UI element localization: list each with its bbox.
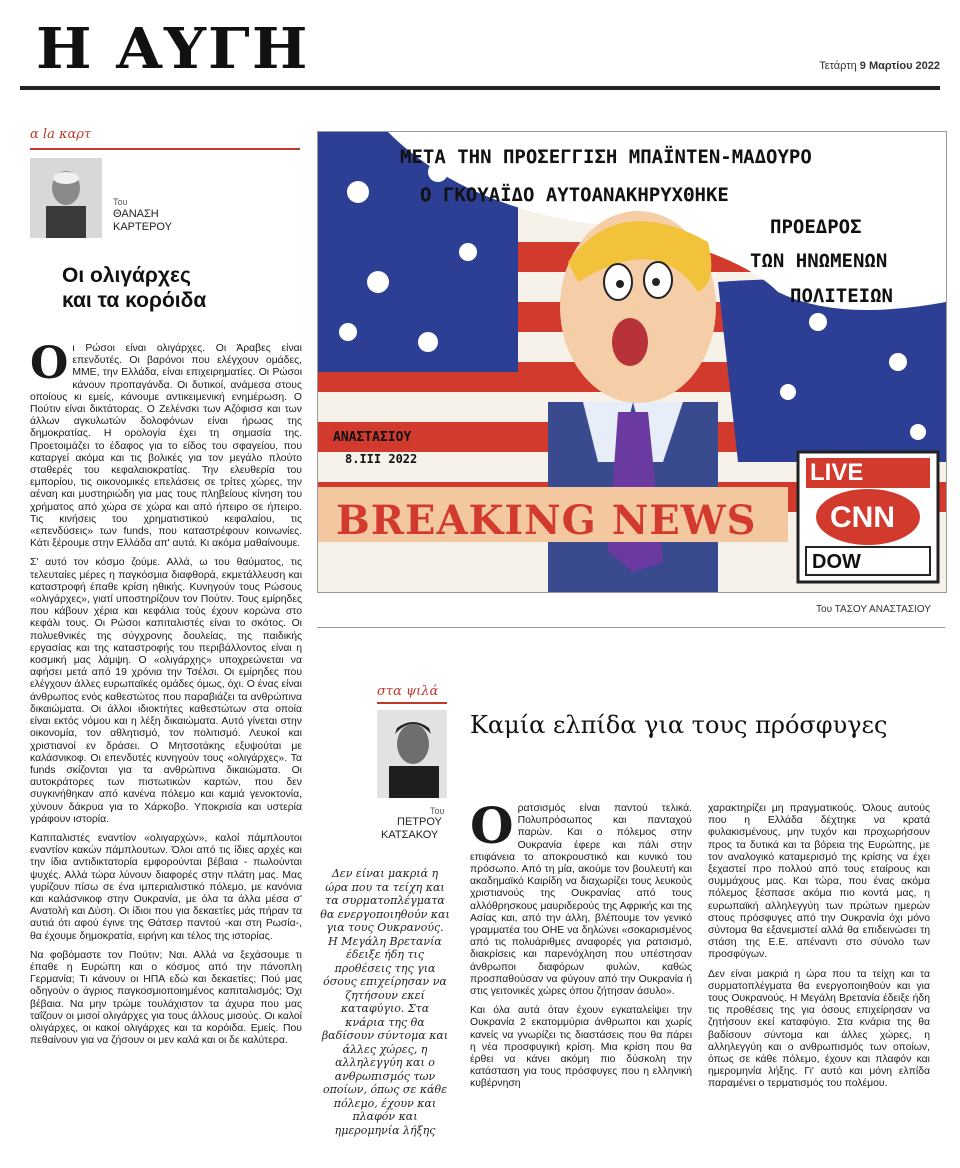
cartoonist-signature: ΑΝΑΣΤΑΣΙΟΥ	[333, 430, 412, 445]
section-tag-sta-psila: στα ψιλά	[377, 684, 439, 699]
section-tag-a-la-carte: α la καρτ	[30, 127, 92, 142]
author-name-line2: ΚΑΡΤΕΡΟΥ	[113, 221, 172, 233]
paragraph: Δεν είναι μακριά η ώρα που τα τείχη και τα συρματοπλέγματα θα ενεργοποιηθούν και για τους Ουκρανούς. Η Μεγάλη Βρετανία έδειξε ήδη τις προθέσεις της για όσους επιχείρησαν να ζητήσουν εκεί καταφύγιο. Στα κνάρια της θα βαδίσουν σύντομα και άλλες χώρες, η αλληλεγγύη και ο ανθρωπισμός των οποίων, όπως σε κάθε πόλεμο, έχουν και πλαφόν και ημερομηνία λήξης. Γι' αυτό και μόνη ελπίδα παραμένει ο τερματισμός του πολέμου.	[708, 968, 930, 1090]
dropcap: Ο	[30, 343, 69, 389]
paragraph: Και όλα αυτά όταν έχουν εγκαταλείψει την Ουκρανία 2 εκατομμύρια άνθρωποι και χωρίς κανείς να γνωρίζει τις διαστάσεις που θα πάρει η νέα προσφυγική κρίση. Μια κρίση που θα έρθει να κάνει ακόμη πιο δύσκολη την κατάσταση για τους πρόσφυγες που η ελληνική κυβέρνηση	[470, 1005, 692, 1090]
credit-name: ΤΑΣΟΥ ΑΝΑΣΤΑΣΙΟΥ	[834, 604, 931, 615]
divider	[317, 627, 945, 628]
cartoon-speech-line4: ΤΩΝ ΗΝΩΜΕΝΩΝ	[750, 250, 888, 272]
headline-refugees: Καμία ελπίδα για τους πρόσφυγες	[470, 711, 888, 739]
paragraph: Σ' αυτό τον κόσμο ζούμε. Αλλά, ω του θαύματος, τις τελευταίες μέρες η παγκόσμια διαφθορά, εκμετάλλευση και καταστροφή έπαθε κρίση ηθικής. Κυνηγούν τους Ρώσους «ολιγάρχες», γιατί υποστηρίζουν τον Πούτιν. Τους εμίρηδες που κάβουν χέρια και κεφάλια τούς έχουν κορώνα στο κεφάλι τους. Οι Ρώσοι καπιταλιστές είναι το σκότος. Οι πολυεθνικές της σύγχρονης δουλείας, της παιδικής εργασίας και της καταστροφής του περιβάλλοντος είναι η κοσμική μας λάμψη. Ο «ολιγάρχης» υποχρεώνεται να αφήσει μετά από 19 χρόνια την Τσέλσι. Οι εμίρηδες που ελέγχουν άλλες ευρωπαϊκές ομάδες όμως, όχι. Ο ένας είναι άνθρωπος ενός καθεστώτος που παραβιάζει τα ανθρώπινα δικαιώματα. Οι άλλοι ιδιοκτήτες καθεστώτων στα οποία είναι εκτός νόμου και η λέξη δικαιώματα. Αυτό γίνεται στην οικονομία, τον αθλητισμό, τον πολιτισμό. Λευκοί και χριστιανοί εν δράσει. Ο Μητσοτάκης εξυψούται με καλάσνικοφ. Οι επενδυτές κυνηγούν τους «ολιγάρχες». Τα funds σκίζονται για τα ανθρώπινα δικαιώματα. Οι αυτοκράτορες των πιστωτικών καρτών, που δεν συγκινήθηκαν από κανένα πόλεμο και καμιά γενοκτονία, χύνουν δάκρυα για το Χάρκοβο. Υποκρισία και υστερία γράφουν ιστορία.	[30, 557, 302, 825]
cartoon-breaking-news: BREAKING NEWS	[336, 497, 757, 544]
cartoon-date: 8.III 2022	[345, 452, 418, 466]
dateline	[819, 60, 940, 72]
author-name-line1: ΠΕΤΡΟΥ	[397, 816, 442, 828]
byline-prefix: Του	[113, 197, 128, 207]
cartoon-speech-line3: ΠΡΟΕΔΡΟΣ	[770, 216, 862, 238]
masthead-title: Η ΑΥΓΗ	[36, 16, 310, 82]
section-divider	[377, 702, 447, 704]
headline-line2: και τα κορόιδα	[62, 289, 207, 312]
cartoon-speech-line1: ΜΕΤΑ ΤΗΝ ΠΡΟΣΕΓΓΙΣΗ ΜΠΑΪΝΤΕΝ-ΜΑΔΟΥΡΟ	[400, 146, 812, 168]
paragraph: Να φοβόμαστε τον Πούτιν; Ναι. Αλλά να ξεχάσουμε τι έπαθε η Ευρώπη και ο κόσμος από την πάνοπλη Γερμανία; Τι κάνουν οι ΗΠΑ εδώ και δεκαετίες; Πού μας οδηγούν ο άγριος παγκοσμιοποιημένος καπιταλισμός; Όχι βέβαια. Να μην τρώμε τουλάχιστον τα άχυρα που μας ταΐζουν οι μισοί ολιγάρχες για τους άλλους μισούς. Οι καλοί ολιγάρχες, οι κακοί ολιγάρχες και τα κορόιδα. Εμείς. Που πεθαίνουν για να ζήσουν οι μεν καλά και οι δε καλύτερα.	[30, 949, 302, 1047]
article-body-col-a	[470, 803, 692, 1161]
cartoon-credit	[816, 604, 931, 615]
date-weekday: Τετάρτη	[819, 60, 857, 72]
paragraph: ρατσισμός είναι παντού τελικά. Πολυπρόσωπος και πανταχού παρών. Και ο πόλεμος στην Ουκρανία έφερε και πάλι στην επιφάνεια το αποκρουστικό και κυνικό του πρόσωπο. Από τη μία, ακούμε τον βουλευτή και ακαδημαϊκό Καιρίδη να διαχωρίζει τους λευκούς χριστιανούς της Ουκρανίας από τους αλλόθρησκους μαυριδερούς της Αφρικής και της Ασίας και, από την άλλη, βλέπουμε τον γενικό γραμματέα του ΟΗΕ να δηλώνει «σοκαρισμένος από τις πολυάριθμες αναφορές για ρατσισμό, διακρίσεις και παρενόχληση που υπέστησαν άνθρωποι διαφόρων φυλών, καθώς προσπαθούσαν να φύγουν από την Ουκρανία ή στις γειτονικές χώρες όπου ζήτησαν άσυλο».	[470, 803, 692, 998]
article-body-oligarchs	[30, 343, 302, 1161]
masthead-rule	[20, 86, 940, 90]
cartoon-live-label: LIVE	[810, 459, 864, 486]
article-body-col-b	[708, 803, 930, 1161]
cartoon-dow-label: DOW	[812, 551, 861, 573]
cartoon-speech-line5: ΠΟΛΙΤΕΙΩΝ	[790, 285, 893, 307]
paragraph: ι Ρώσοι είναι ολιγάρχες. Οι Άραβες είναι επενδυτές. Οι βαρόνοι που ελέγχουν ομάδες, ΜΜΕ, την Ελλάδα, είναι επιχειρηματίες. Οι Ρώσοι κάνουν προπαγάνδα. Οι δυτικοί, ανάμεσα στους οποίους κι εμείς, κάνουμε αντικειμενική ενημέρωση. Ο Πούτιν είναι δικτάτορας. Ο Ζελένσκι των Αζόφισσ και των άλλων αγκυλωτών δολοφόνων είναι ήρωας της δημοκρατίας. Η ορολογία έχει τη σημασία της. Προετοιμάζει το έδαφος για το είδος του σφαγείου, που καταργεί ακόμα και τις βολικές για τον μεγάλο πλούτο σταθερές του κεφαλαιοκρατίας. Την ελευθερία του εμπορίου, τις οικονομικές επελάσεις σε τρίτες χώρες, την αέναη και μυστηριώδη για μας τους πληβείους κίνηση του χρήματος από χώρα σε χώρα και από ήπειρο σε ήπειρο. Τις κινήσεις του χρηματιστικού κεφαλαίου, τις «επενδύσεις» των funds, που καταστρέφουν κοινωνίες. Κάτι ξέρουμε στην Ελλάδα απ' αυτά. Κι ακόμα μαθαίνουμε.	[30, 343, 302, 550]
author-photo-karteros	[30, 158, 102, 238]
byline-prefix: Του	[430, 806, 445, 816]
paragraph: Καπιταλιστές εναντίον «ολιγαρχών», καλοί πάμπλουτοι εναντίον κακών πάμπλουτων. Όλοι από τις ίδιες αρχές και την ίδια αντιδικτατορία εμφορούνται βέβαια - πωλούνται ψυχές. Αλλά τώρα λύνουν διαφορές στην πλάτη μας. Μας γυρίζουν πίσω σε ένα ιμπεριαλιστικό πόλεμο, με κανόνια και καλάσνικοφ στην Ουκρανία, με όλα τα άλλα μέσα σ' Ανατολή και Δύση. Οι ίδιοι που για δεκαετίες μάς πήραν τα αυτιά ότι αφού έγινε της Θάτσερ παντού -και στη Ρωσία-, θα έχουμε δημοκρατία, ειρήνη και τέλος της ιστορίας.	[30, 832, 302, 942]
cartoon-speech-line2: Ο ΓΚΟΥΑΪΔΟ ΑΥΤΟΑΝΑΚΗΡΥΧΘΗΚΕ	[420, 184, 729, 206]
author-name-line1: ΘΑΝΑΣΗ	[113, 208, 159, 220]
dropcap: Ο	[470, 803, 514, 855]
credit-prefix: Του	[816, 604, 833, 615]
paragraph: χαρακτηρίζει μη πραγματικούς. Όλους αυτούς που η Ελλάδα δέχτηκε να κρατά φυλακισμένους, μην τυχόν και προχωρήσουν προς τα δυτικά και τα βόρεια της Ευρώπης, με τον αναλογικό καταμερισμό της κρίσης να έχει ξεχαστεί προ πολλού από τους εταίρους και συμμάχους μας. Και τώρα, που ένας ακόμα πόλεμος ξέσπασε ακόμα πιο κοντά μας, η ευρωπαϊκή αλληλεγγύη των πρώτων ημερών στους πρόσφυγες από την Ουκρανία όχι μόνο σύντομα θα εξανεμιστεί αλλά θα επιδεινώσει τη στάση της Ε.Ε. απέναντι στο σύνολο των προσφύγων.	[708, 803, 930, 961]
author-photo-katsakos	[377, 710, 447, 798]
author-name-line2: ΚΑΤΣΑΚΟΥ	[381, 829, 439, 841]
pull-quote: Δεν είναι μακριά η ώρα που τα τείχη και τα συρματοπλέγματα θα ενεργοποιηθούν και για τους Ουκρανούς. Η Μεγάλη Βρετανία έδειξε ήδη τις προθέσεις της για όσους επιχείρησαν να ζητήσουν εκεί καταφύγιο. Στα κνάρια της θα βαδίσουν σύντομα και άλλες χώρες, η αλληλεγγύη και ο ανθρωπισμός των οποίων, όπως σε κάθε πόλεμο, έχουν και πλαφόν και ημερομηνία λήξης	[320, 867, 450, 1137]
cartoon-cnn-logo: CNN	[830, 501, 895, 534]
headline-line1: Οι ολιγάρχες	[62, 264, 191, 287]
date-value: 9 Μαρτίου 2022	[859, 60, 940, 72]
section-divider	[30, 148, 300, 150]
